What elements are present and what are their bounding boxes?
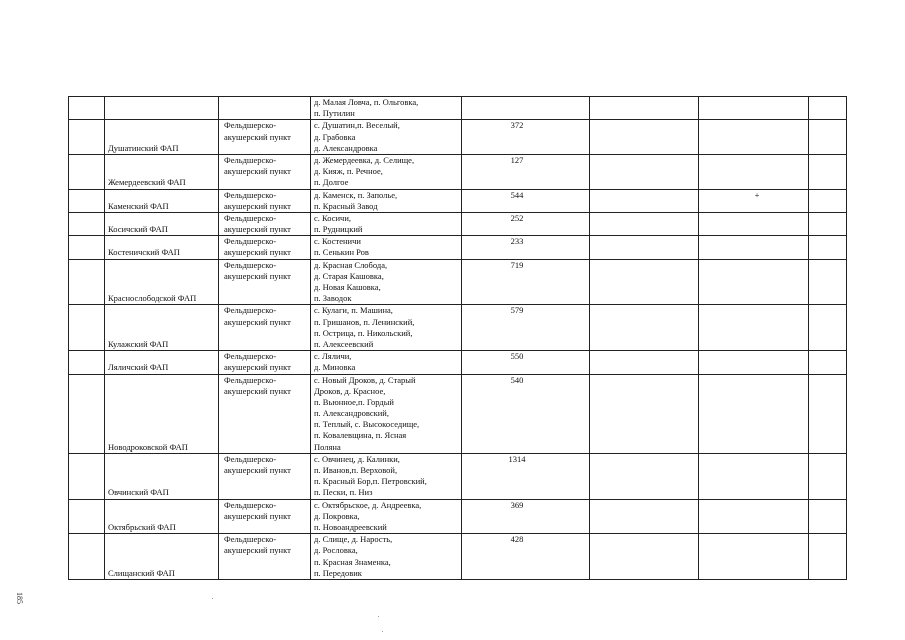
table-row bbox=[69, 120, 847, 155]
row-index-cell bbox=[69, 305, 105, 351]
facility-name: Октябрьский ФАП bbox=[108, 521, 176, 532]
population-cell: 428 bbox=[462, 534, 590, 580]
flag-cell bbox=[699, 453, 809, 499]
facility-type-cell bbox=[219, 305, 311, 351]
table-row bbox=[69, 189, 847, 212]
settlements-cell bbox=[311, 236, 462, 259]
facility-name-cell bbox=[105, 534, 219, 580]
facility-type-cell bbox=[219, 154, 311, 189]
row-index-cell bbox=[69, 259, 105, 305]
empty-cell bbox=[590, 534, 699, 580]
flag-cell bbox=[699, 97, 809, 120]
settlement-line: д. Новая Кашовка, bbox=[314, 282, 381, 292]
population-cell: 544 bbox=[462, 189, 590, 212]
facility-type-cell bbox=[219, 374, 311, 453]
table-row bbox=[69, 154, 847, 189]
facility-type-line: акушерский пункт bbox=[224, 224, 291, 235]
empty-cell bbox=[809, 534, 847, 580]
facility-type-line: Фельдшерско- bbox=[224, 236, 277, 247]
facility-type-line: Фельдшерско- bbox=[224, 120, 277, 131]
row-index-cell bbox=[69, 374, 105, 453]
settlement-line: с. Кулаги, п. Машина, bbox=[314, 305, 393, 316]
facility-type-line: акушерский пункт bbox=[224, 465, 291, 475]
empty-cell bbox=[809, 189, 847, 212]
settlements-cell bbox=[311, 97, 462, 120]
empty-cell bbox=[809, 120, 847, 155]
table-row bbox=[69, 97, 847, 120]
empty-cell bbox=[809, 236, 847, 259]
settlements-cell bbox=[311, 212, 462, 235]
scan-speck bbox=[382, 631, 383, 632]
settlement-line: с. Косичи, bbox=[314, 212, 352, 223]
flag-cell bbox=[699, 374, 809, 453]
facility-name-cell bbox=[105, 236, 219, 259]
settlement-line: п. Долгое bbox=[314, 177, 349, 188]
settlement-line: д. Кияж, п. Речное, bbox=[314, 166, 383, 177]
facility-type-cell bbox=[219, 351, 311, 374]
row-index-cell bbox=[69, 120, 105, 155]
settlements-cell bbox=[311, 305, 462, 351]
population-cell: 127 bbox=[462, 154, 590, 189]
empty-cell bbox=[809, 374, 847, 453]
settlement-line: п. Красный Завод bbox=[314, 200, 378, 211]
facility-name: Косичский ФАП bbox=[108, 224, 168, 235]
settlement-line: п. Новоандреевский bbox=[314, 521, 387, 532]
settlement-line: п. Александровский, bbox=[314, 408, 389, 419]
settlement-line: д. Покровка, bbox=[314, 510, 360, 521]
facility-name-cell bbox=[105, 154, 219, 189]
facility-type-line: Фельдшерско- bbox=[224, 259, 277, 270]
empty-cell bbox=[809, 499, 847, 534]
facility-name-cell bbox=[105, 120, 219, 155]
facility-name-cell bbox=[105, 374, 219, 453]
empty-cell bbox=[590, 212, 699, 235]
settlement-line: п. Заводок bbox=[314, 293, 352, 304]
population-cell: 719 bbox=[462, 259, 590, 305]
empty-cell bbox=[809, 305, 847, 351]
empty-cell bbox=[590, 259, 699, 305]
facility-name: Жемердеевский ФАП bbox=[108, 177, 186, 188]
empty-cell bbox=[590, 236, 699, 259]
settlements-cell bbox=[311, 499, 462, 534]
empty-cell bbox=[590, 499, 699, 534]
settlement-line: д. Слище, д. Нарость, bbox=[314, 534, 393, 545]
flag-cell bbox=[699, 236, 809, 259]
facility-type-cell bbox=[219, 259, 311, 305]
flag-cell bbox=[699, 120, 809, 155]
empty-cell bbox=[590, 351, 699, 374]
table-row bbox=[69, 534, 847, 580]
row-index-cell bbox=[69, 236, 105, 259]
empty-cell bbox=[590, 120, 699, 155]
population-cell: 1314 bbox=[462, 453, 590, 499]
flag-cell bbox=[699, 305, 809, 351]
settlement-line: п. Рудницкий bbox=[314, 224, 363, 235]
facility-name-cell bbox=[105, 453, 219, 499]
facility-type-line: Фельдшерско- bbox=[224, 212, 277, 223]
table-row bbox=[69, 374, 847, 453]
row-index-cell bbox=[69, 534, 105, 580]
settlement-line: с. Новый Дроков, д. Старый bbox=[314, 374, 416, 385]
settlements-cell bbox=[311, 154, 462, 189]
facility-name-cell bbox=[105, 97, 219, 120]
facility-type-cell bbox=[219, 189, 311, 212]
empty-cell bbox=[590, 305, 699, 351]
row-index-cell bbox=[69, 453, 105, 499]
facility-name: Кулажский ФАП bbox=[108, 338, 169, 349]
facility-type-cell bbox=[219, 534, 311, 580]
settlement-line: с. Душатин,п. Веселый, bbox=[314, 120, 400, 131]
flag-cell bbox=[699, 499, 809, 534]
facility-name-cell bbox=[105, 499, 219, 534]
facility-type-line: акушерский пункт bbox=[224, 131, 291, 142]
row-index-cell bbox=[69, 154, 105, 189]
facility-name-cell bbox=[105, 351, 219, 374]
empty-cell bbox=[590, 97, 699, 120]
row-index-cell bbox=[69, 97, 105, 120]
settlement-line: д. Жемердеевка, д. Селище, bbox=[314, 154, 415, 165]
flag-cell: + bbox=[699, 189, 809, 212]
settlement-line: д. Малая Ловча, п. Ольговка, bbox=[314, 97, 419, 107]
facility-name: Ляличский ФАП bbox=[108, 362, 169, 373]
settlement-line: п. Ковалевщина, п. Ясная bbox=[314, 430, 407, 441]
settlement-line: Поляна bbox=[314, 441, 341, 452]
facility-type-cell bbox=[219, 120, 311, 155]
facility-type-line: Фельдшерско- bbox=[224, 534, 277, 545]
settlement-line: с. Костеничи bbox=[314, 236, 361, 247]
settlement-line: п. Алексеевский bbox=[314, 338, 374, 349]
scan-speck bbox=[212, 598, 213, 599]
population-cell: 550 bbox=[462, 351, 590, 374]
settlement-line: п. Пески, п. Низ bbox=[314, 487, 373, 498]
facility-type-cell bbox=[219, 212, 311, 235]
population-cell: 540 bbox=[462, 374, 590, 453]
settlements-cell bbox=[311, 189, 462, 212]
flag-cell bbox=[699, 259, 809, 305]
facility-type-cell bbox=[219, 236, 311, 259]
facility-name-cell bbox=[105, 189, 219, 212]
table-body bbox=[69, 97, 847, 580]
table-row bbox=[69, 453, 847, 499]
flag-cell bbox=[699, 212, 809, 235]
empty-cell bbox=[809, 97, 847, 120]
population-cell: 252 bbox=[462, 212, 590, 235]
settlement-line: п. Путилин bbox=[314, 108, 355, 119]
row-index-cell bbox=[69, 189, 105, 212]
facility-type-line: Фельдшерско- bbox=[224, 351, 277, 362]
settlements-cell bbox=[311, 120, 462, 155]
page-number: 185 bbox=[15, 592, 24, 604]
empty-cell bbox=[809, 453, 847, 499]
population-cell: 372 bbox=[462, 120, 590, 155]
settlement-line: п. Красная Знаменка, bbox=[314, 556, 391, 567]
facility-type-line: Фельдшерско- bbox=[224, 374, 277, 385]
settlement-line: д. Каменск, п. Заполье, bbox=[314, 189, 398, 200]
empty-cell bbox=[590, 189, 699, 212]
table-row bbox=[69, 305, 847, 351]
facility-type-line: акушерский пункт bbox=[224, 200, 291, 211]
facility-type-line: акушерский пункт bbox=[224, 545, 291, 556]
facility-name: Душатинский ФАП bbox=[108, 142, 179, 153]
settlement-line: д. Александровка bbox=[314, 142, 378, 153]
settlement-line: п. Красный Бор,п. Петровский, bbox=[314, 476, 427, 487]
facility-name: Краснослободской ФАП bbox=[108, 293, 197, 304]
facility-name: Слищанский ФАП bbox=[108, 567, 175, 578]
facility-type-line: акушерский пункт bbox=[224, 316, 291, 327]
settlement-line: п. Теплый, с. Высокоседище, bbox=[314, 419, 420, 430]
facility-name-cell bbox=[105, 212, 219, 235]
settlement-line: п. Вьюнное,п. Гордый bbox=[314, 396, 394, 407]
settlements-cell bbox=[311, 351, 462, 374]
empty-cell bbox=[809, 212, 847, 235]
facility-name: Овчинский ФАП bbox=[108, 487, 169, 498]
settlements-cell bbox=[311, 453, 462, 499]
facility-name: Костеничский ФАП bbox=[108, 247, 180, 258]
facility-type-line: Фельдшерско- bbox=[224, 154, 277, 165]
row-index-cell bbox=[69, 212, 105, 235]
facility-type-cell bbox=[219, 97, 311, 120]
table-row bbox=[69, 351, 847, 374]
empty-cell bbox=[809, 351, 847, 374]
facility-name: Новодроковской ФАП bbox=[108, 441, 188, 452]
facility-type-line: акушерский пункт bbox=[224, 362, 291, 373]
empty-cell bbox=[590, 374, 699, 453]
settlement-line: п. Гришанов, п. Ленинский, bbox=[314, 316, 415, 327]
table-row bbox=[69, 236, 847, 259]
facility-type-line: акушерский пункт bbox=[224, 385, 291, 396]
scan-speck bbox=[378, 616, 379, 617]
population-cell bbox=[462, 97, 590, 120]
empty-cell bbox=[809, 259, 847, 305]
settlement-line: п. Сенькин Ров bbox=[314, 247, 369, 258]
settlement-line: с. Октябрьское, д. Андреевка, bbox=[314, 499, 422, 510]
settlement-line: д. Старая Кашовка, bbox=[314, 270, 384, 281]
facility-type-line: Фельдшерско- bbox=[224, 499, 277, 510]
facility-type-line: Фельдшерско- bbox=[224, 453, 277, 464]
settlement-line: д. Рословка, bbox=[314, 545, 358, 556]
settlements-cell bbox=[311, 374, 462, 453]
row-index-cell bbox=[69, 499, 105, 534]
empty-cell bbox=[590, 154, 699, 189]
flag-cell bbox=[699, 534, 809, 580]
settlement-line: п. Передовик bbox=[314, 567, 362, 578]
facility-type-cell bbox=[219, 499, 311, 534]
facility-type-line: Фельдшерско- bbox=[224, 189, 277, 200]
facility-type-line: акушерский пункт bbox=[224, 247, 291, 258]
empty-cell bbox=[590, 453, 699, 499]
population-cell: 233 bbox=[462, 236, 590, 259]
settlement-line: д. Красная Слобода, bbox=[314, 259, 388, 270]
flag-cell bbox=[699, 351, 809, 374]
population-cell: 369 bbox=[462, 499, 590, 534]
row-index-cell bbox=[69, 351, 105, 374]
settlement-line: п. Иванов,п. Верховой, bbox=[314, 465, 398, 475]
facility-type-line: акушерский пункт bbox=[224, 510, 291, 521]
settlement-line: д. Миновка bbox=[314, 362, 356, 373]
facility-name: Каменский ФАП bbox=[108, 200, 169, 211]
settlement-line: Дроков, д. Красное, bbox=[314, 385, 386, 396]
facility-name-cell bbox=[105, 305, 219, 351]
facility-table bbox=[68, 96, 847, 580]
facility-name-cell bbox=[105, 259, 219, 305]
facility-type-line: акушерский пункт bbox=[224, 270, 291, 281]
settlement-line: д. Грабовка bbox=[314, 131, 356, 142]
settlement-line: с. Ляличи, bbox=[314, 351, 352, 362]
settlement-line: п. Острица, п. Никольский, bbox=[314, 327, 413, 338]
facility-type-cell bbox=[219, 453, 311, 499]
table-row bbox=[69, 499, 847, 534]
settlements-cell bbox=[311, 259, 462, 305]
flag-cell bbox=[699, 154, 809, 189]
settlement-line: с. Овчинец, д. Калинки, bbox=[314, 453, 400, 464]
empty-cell bbox=[809, 154, 847, 189]
table-row bbox=[69, 212, 847, 235]
table-row bbox=[69, 259, 847, 305]
settlements-cell bbox=[311, 534, 462, 580]
facility-type-line: акушерский пункт bbox=[224, 166, 291, 177]
facility-type-line: Фельдшерско- bbox=[224, 305, 277, 316]
population-cell: 579 bbox=[462, 305, 590, 351]
